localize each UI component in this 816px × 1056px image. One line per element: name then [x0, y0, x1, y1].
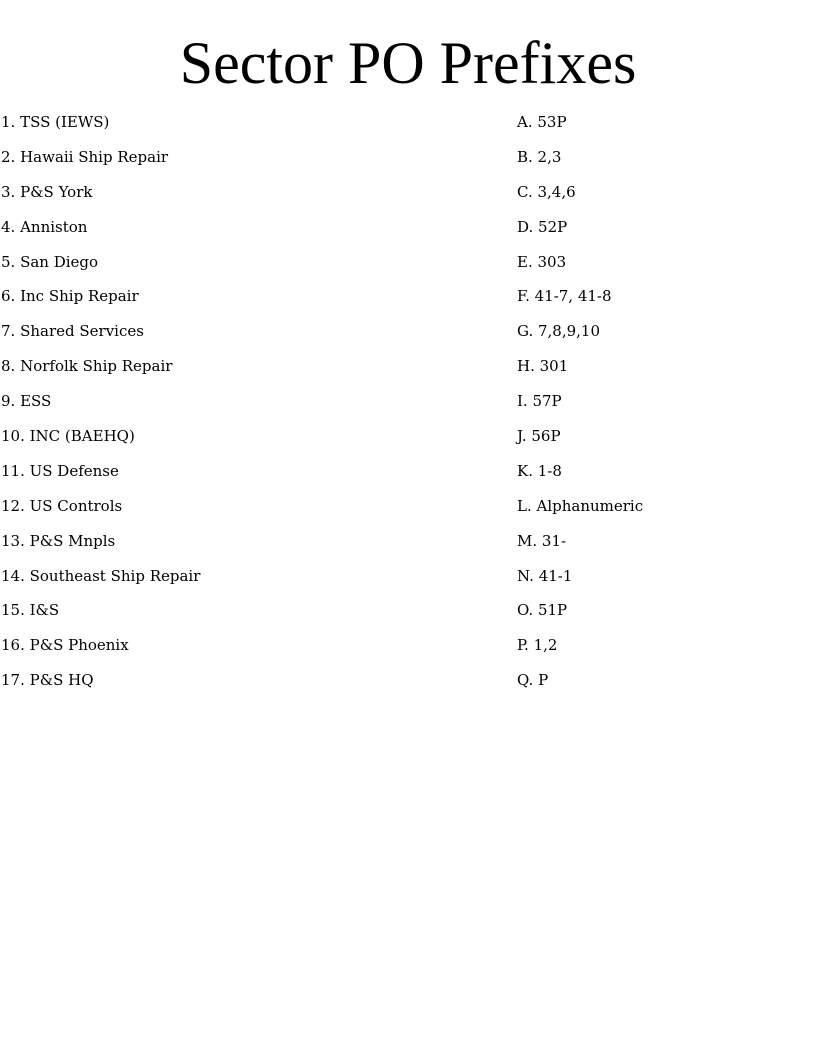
prefix-item: E. 303 [517, 252, 567, 271]
sector-list [1, 112, 481, 705]
sector-item: 13. P&S Mnpls [1, 531, 116, 550]
prefix-item: Q. P [517, 671, 549, 690]
sector-item: 7. Shared Services [1, 322, 144, 341]
sector-item: 1. TSS (IEWS) [1, 113, 110, 131]
sector-item: 6. Inc Ship Repair [1, 287, 139, 306]
prefix-item: N. 41-1 [517, 566, 573, 585]
sector-item: 2. Hawaii Ship Repair [1, 147, 169, 166]
prefix-item: C. 3,4,6 [517, 182, 576, 201]
prefix-item: F. 41-7, 41-8 [517, 287, 612, 306]
sector-item: 8. Norfolk Ship Repair [1, 357, 173, 376]
prefix-item: I. 57P [517, 392, 562, 411]
sector-item: 9. ESS [1, 392, 52, 411]
prefix-item: H. 301 [517, 357, 569, 376]
prefix-item: D. 52P [517, 217, 568, 236]
prefix-item: L. Alphanumeric [517, 496, 644, 515]
prefix-item: M. 31- [517, 531, 567, 550]
sector-item: 17. P&S HQ [1, 671, 94, 690]
sector-item: 15. I&S [1, 601, 60, 620]
sector-item: 14. Southeast Ship Repair [1, 566, 201, 585]
sector-item: 3. P&S York [1, 182, 93, 201]
sector-item: 16. P&S Phoenix [1, 636, 129, 655]
page-title: Sector PO Prefixes [179, 30, 637, 96]
sector-item: 11. US Defense [1, 461, 119, 480]
sector-item: 4. Anniston [1, 217, 88, 236]
prefix-item: J. 56P [517, 427, 561, 446]
prefix-item: O. 51P [517, 601, 568, 620]
prefix-list [517, 112, 807, 705]
sector-item: 5. San Diego [1, 252, 99, 271]
prefix-item: B. 2,3 [517, 147, 562, 166]
sector-item: 10. INC (BAEHQ) [1, 427, 135, 446]
prefix-item: A. 53P [517, 113, 567, 131]
prefix-item: P. 1,2 [517, 636, 558, 655]
prefix-item: G. 7,8,9,10 [517, 322, 601, 341]
sector-item: 12. US Controls [1, 496, 123, 515]
prefix-item: K. 1-8 [517, 461, 562, 480]
